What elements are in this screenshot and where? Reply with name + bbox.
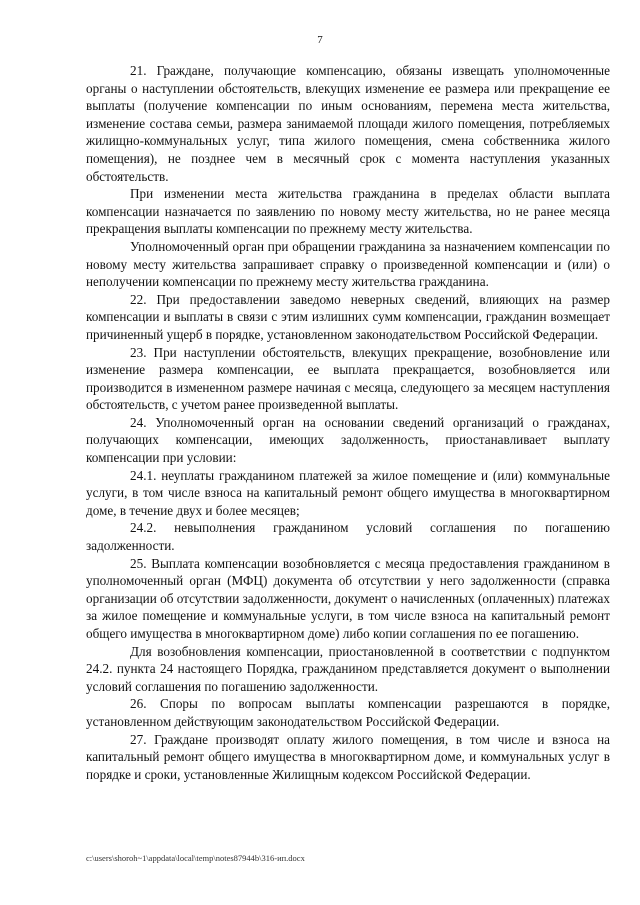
paragraph-21-relocation: При изменении места жительства гражданина в пределах области выплата компенсации назначается по заявлению по новому месту жительства, но не ранее месяца прекращения выплаты компенсации по прежнему месту жительства. — [86, 186, 610, 237]
paragraph-21-authority-request: Уполномоченный орган при обращении гражданина за назначением компенсации по новому месту жительства запрашивает справку о произведенной компенсации и (или) о неполучении компенсации по прежнему месту жительства гражданина. — [86, 238, 610, 290]
paragraph-24: 24. Уполномоченный орган на основании сведений организаций о гражданах, получающих компенсации, имеющих задолженность, приостанавливает выплату компенсации при условии: — [86, 414, 610, 466]
paragraph-22: 22. При предоставлении заведомо неверных сведений, влияющих на размер компенсации и выплаты в связи с этим излишних сумм компенсации, гражданин возмещает причиненный ущерб в порядке, установленном законодательством Российской Федерации. — [86, 291, 610, 342]
paragraph-24-1: 24.1. неуплаты гражданином платежей за жилое помещение и (или) коммунальные услуги, в том числе взноса на капитальный ремонт общего имущества в многоквартирном доме, в течение двух и более месяцев; — [86, 467, 610, 518]
document-body — [86, 62, 610, 783]
paragraph-24-2: 24.2. невыполнения гражданином условий соглашения по погашению задолженности. — [86, 520, 610, 554]
page-number: 7 — [317, 34, 323, 46]
paragraph-21: 21. Граждане, получающие компенсацию, обязаны извещать уполномоченные органы о наступлении обстоятельств, влекущих изменение ее размера или прекращение ее выплаты (получение компенсации по иным основаниям, перемена места жительства, изменение состава семьи, размера занимаемой площади жилого помещения, потребляемых жилищно-коммунальных услуг, типа жилого помещения, смена собственника жилого помещения), не позднее чем в месячный срок с момента наступления указанных обстоятельств. — [86, 63, 610, 184]
paragraph-23: 23. При наступлении обстоятельств, влекущих прекращение, возобновление или изменение размера компенсации, ее выплата прекращается, возобновляется или производится в измененном размере начиная с месяца, следующего за месяцем наступления обстоятельств, с учетом ранее произведенной выплаты. — [86, 344, 610, 413]
paragraph-25: 25. Выплата компенсации возобновляется с месяца предоставления гражданином в уполномоченный орган (МФЦ) документа об отсутствии у него задолженности (справка организации об отсутствии задолженности, документ о начисленных (оплаченных) платежах за жилое помещение и коммунальные услуги, в том числе взноса на капитальный ремонт общего имущества в многоквартирном доме) либо копии соглашения по ее погашению. — [86, 555, 610, 641]
paragraph-25-renewal: Для возобновления компенсации, приостановленной в соответствии с подпунктом 24.2. пункта 24 настоящего Порядка, гражданином представляется документ о выполнении условий соглашения по погашению задолженности. — [86, 643, 610, 694]
paragraph-26: 26. Споры по вопросам выплаты компенсации разрешаются в порядке, установленном действующим законодательством Российской Федерации. — [86, 696, 610, 729]
paragraph-27: 27. Граждане производят оплату жилого помещения, в том числе и взноса на капитальный ремонт общего имущества в многоквартирном доме, и коммунальных услуг в порядке и сроки, установленные Жилищным кодексом Российской Федерации. — [86, 731, 610, 782]
footer-file-path: c:\users\shoroh~1\appdata\local\temp\notes87944b\316-ип.docx — [86, 853, 305, 863]
